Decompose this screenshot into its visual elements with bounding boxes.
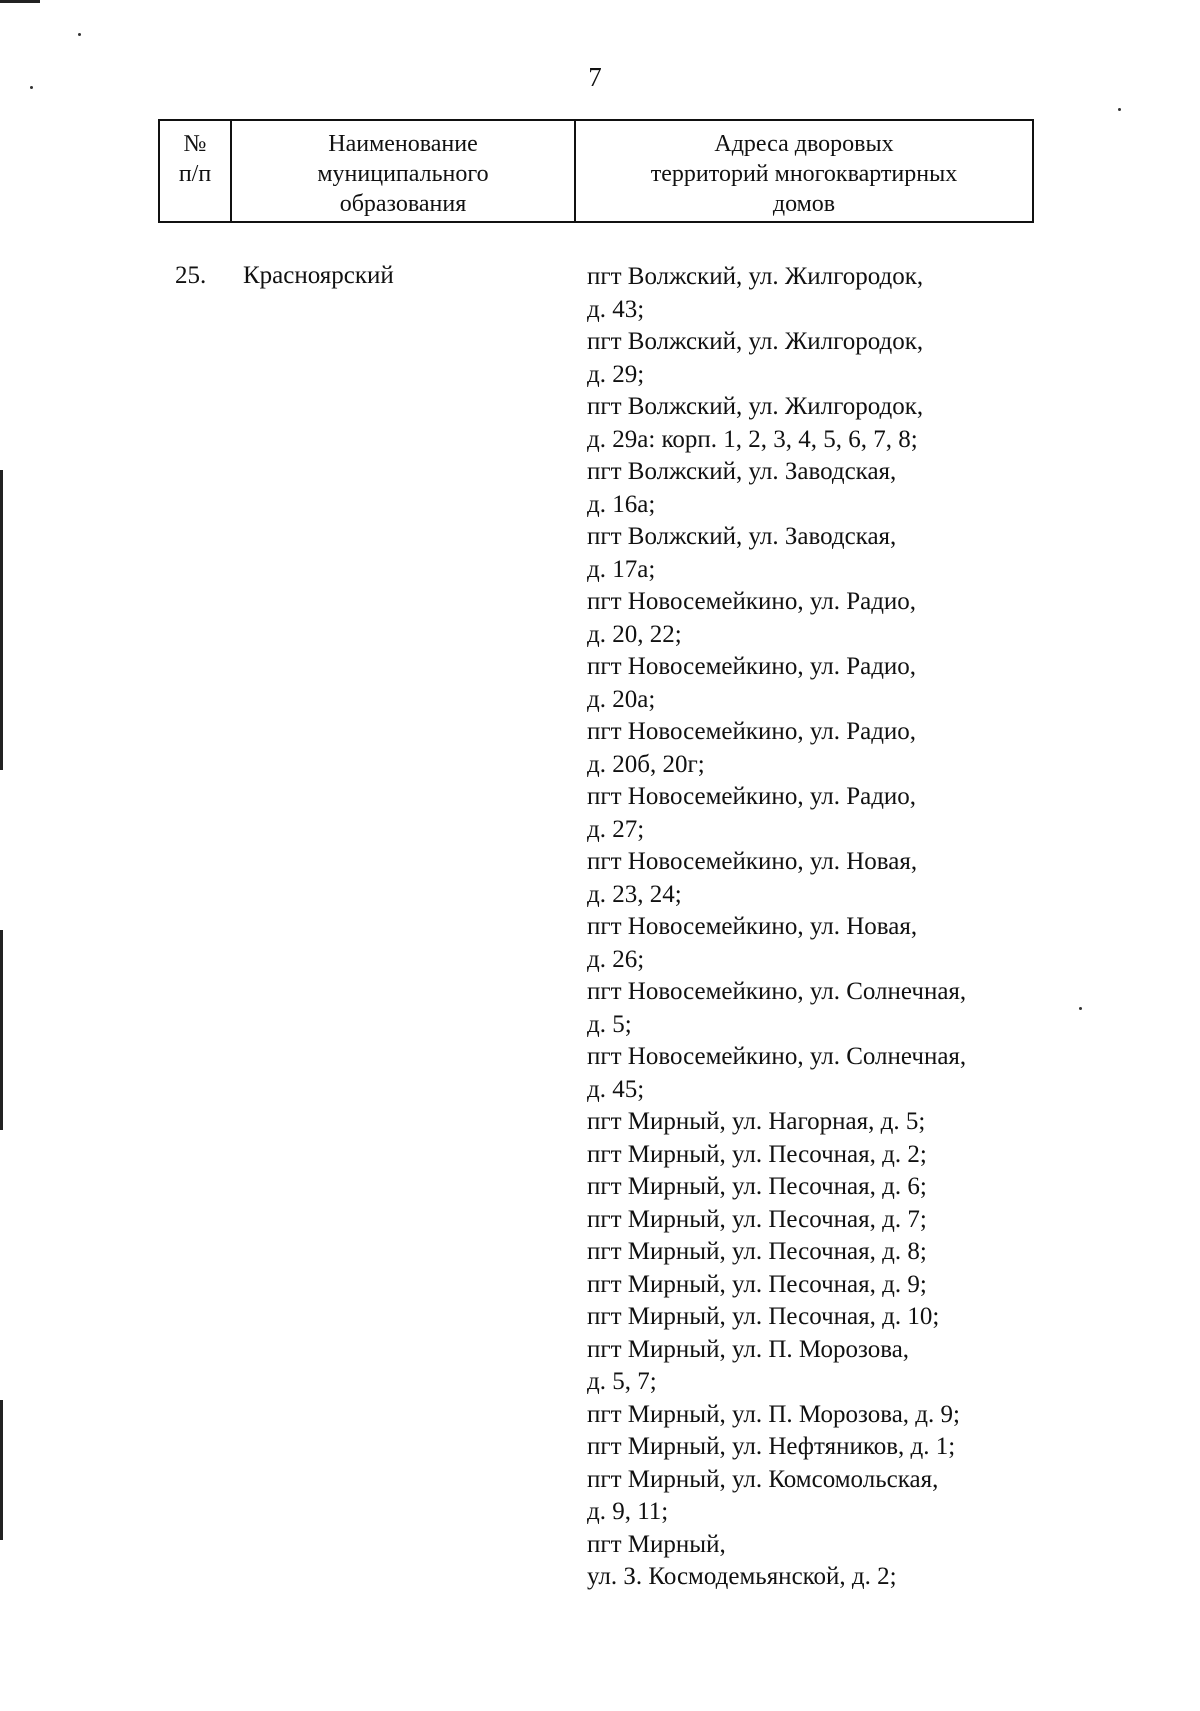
header-line: п/п (178, 161, 212, 187)
address-line: пгт Мирный, ул. Песочная, д. 8; (587, 1238, 927, 1265)
header-line: образования (339, 191, 467, 217)
address-line: д. 20а; (587, 685, 656, 713)
scan-artifact-rule (0, 0, 40, 3)
address-line: д. 9, 11; (587, 1498, 669, 1525)
address-line: пгт Новосемейкино, ул. Солнечная, (587, 978, 967, 1005)
address-line: пгт Новосемейкино, ул. Радио, (587, 588, 917, 615)
address-line: пгт Мирный, (587, 1530, 726, 1558)
address-line: пгт Новосемейкино, ул. Новая, (587, 913, 918, 940)
address-line: д. 29; (587, 360, 645, 388)
scan-artifact-edge (0, 470, 3, 770)
address-line: д. 20б, 20г; (587, 750, 705, 778)
scan-speck (1079, 1007, 1082, 1010)
address-line: д. 5; (587, 1010, 632, 1038)
header-line: № (183, 131, 207, 157)
address-line: пгт Волжский, ул. Жилгородок, (587, 328, 924, 355)
address-line: пгт Волжский, ул. Заводская, (587, 523, 897, 550)
address-line: пгт Новосемейкино, ул. Радио, (587, 653, 917, 680)
address-line: пгт Мирный, ул. Нефтяников, д. 1; (587, 1433, 956, 1460)
address-line: д. 29а: корп. 1, 2, 3, 4, 5, 6, 7, 8; (587, 425, 918, 453)
scan-artifact-edge (0, 1400, 3, 1540)
header-line: Адреса дворовых (714, 131, 894, 157)
address-line: пгт Мирный, ул. Песочная, д. 7; (587, 1205, 927, 1233)
address-line: пгт Мирный, ул. П. Морозова, (587, 1335, 910, 1363)
address-line: пгт Новосемейкино, ул. Солнечная, (587, 1043, 967, 1070)
address-list (587, 261, 1047, 1594)
address-line: пгт Новосемейкино, ул. Радио, (587, 718, 917, 745)
address-line: пгт Мирный, ул. Песочная, д. 2; (587, 1140, 927, 1168)
address-line: пгт Мирный, ул. Песочная, д. 10; (587, 1303, 940, 1330)
header-cell-addresses (575, 120, 1033, 222)
header-cell-municipality (231, 120, 575, 222)
address-line: пгт Новосемейкино, ул. Радио, (587, 783, 917, 810)
page-number: 7 (588, 62, 602, 92)
address-line: д. 17а; (587, 555, 656, 583)
address-line: пгт Мирный, ул. Песочная, д. 9; (587, 1270, 927, 1298)
scan-speck (78, 33, 81, 36)
address-line: д. 20, 22; (587, 620, 682, 648)
address-line: пгт Мирный, ул. Комсомольская, (587, 1465, 939, 1493)
header-cell-number (159, 120, 231, 222)
header-line: территорий многоквартирных (650, 161, 958, 187)
address-line: д. 26; (587, 945, 645, 973)
scan-artifact-edge (0, 930, 3, 1130)
address-line: д. 43; (587, 295, 645, 323)
address-line: пгт Мирный, ул. Нагорная, д. 5; (587, 1108, 926, 1135)
address-line: д. 45; (587, 1075, 645, 1103)
address-line: д. 16а; (587, 490, 656, 518)
address-line: д. 27; (587, 815, 645, 843)
table-header (158, 119, 1034, 223)
header-line: Наименование (328, 131, 478, 157)
scan-speck (1118, 108, 1121, 111)
address-line: ул. З. Космодемьянской, д. 2; (587, 1563, 897, 1590)
address-line: д. 23, 24; (587, 880, 682, 908)
header-row (159, 120, 1033, 222)
address-line: пгт Волжский, ул. Жилгородок, (587, 263, 924, 290)
address-line: пгт Волжский, ул. Жилгородок, (587, 393, 924, 420)
address-line: пгт Мирный, ул. Песочная, д. 6; (587, 1173, 927, 1200)
header-line: муниципального (317, 161, 489, 187)
municipality-name: Красноярский (243, 262, 394, 289)
address-line: пгт Мирный, ул. П. Морозова, д. 9; (587, 1400, 960, 1428)
row-number: 25. (175, 262, 207, 289)
address-line: д. 5, 7; (587, 1368, 657, 1395)
address-line: пгт Новосемейкино, ул. Новая, (587, 848, 918, 875)
address-line: пгт Волжский, ул. Заводская, (587, 458, 897, 485)
header-line: домов (772, 191, 836, 217)
